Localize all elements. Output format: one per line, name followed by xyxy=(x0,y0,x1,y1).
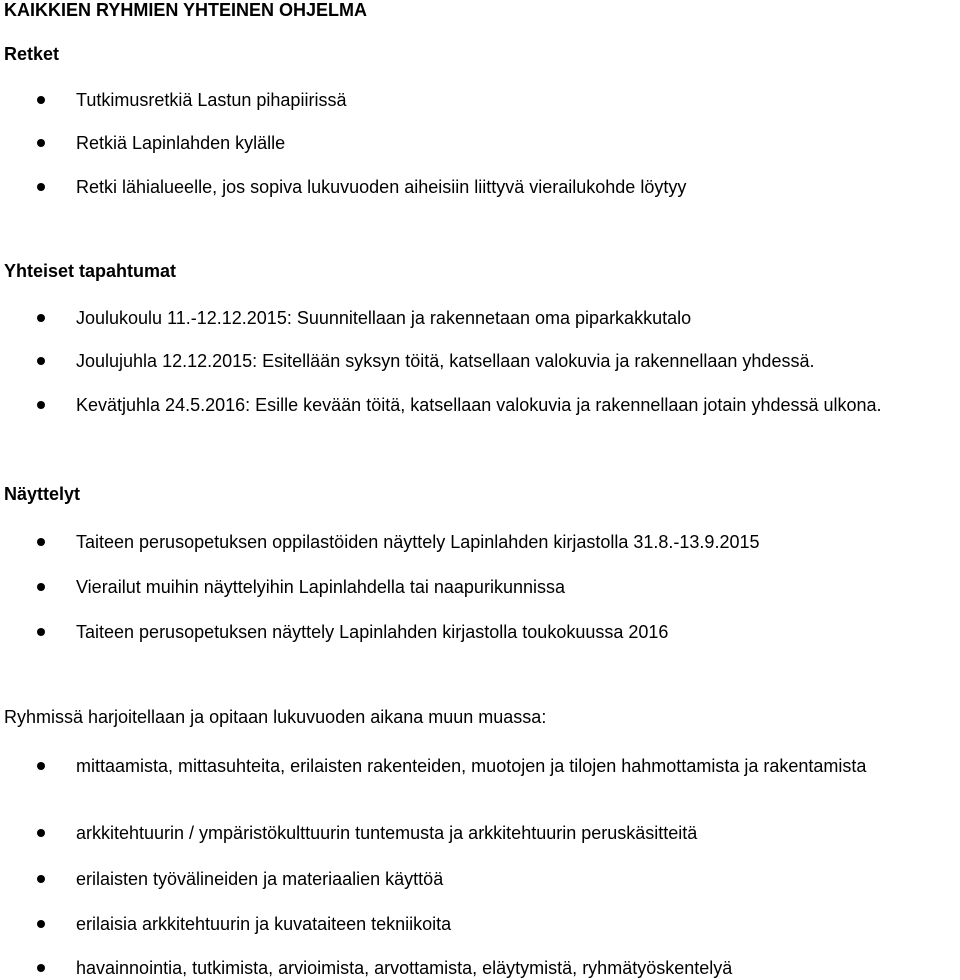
list-item: Retkiä Lapinlahden kylälle xyxy=(76,133,286,153)
bullet-icon xyxy=(37,538,45,546)
bullet-icon xyxy=(37,875,45,883)
document-title: KAIKKIEN RYHMIEN YHTEINEN OHJELMA xyxy=(4,0,368,20)
bullet-icon xyxy=(37,762,45,770)
section-intro-ryhmissa: Ryhmissä harjoitellaan ja opitaan lukuvuoden aikana muun muassa: xyxy=(4,707,547,727)
list-item: Tutkimusretkiä Lastun pihapiirissä xyxy=(76,90,347,110)
bullet-icon xyxy=(37,96,45,104)
bullet-icon xyxy=(37,920,45,928)
bullet-icon xyxy=(37,583,45,591)
list-item: Joulukoulu 11.-12.12.2015: Suunnitellaan ja rakennetaan oma piparkakkutalo xyxy=(76,308,692,328)
list-item: Vierailut muihin näyttelyihin Lapinlahdella tai naapurikunnissa xyxy=(76,577,565,597)
bullet-icon xyxy=(37,829,45,837)
bullet-icon xyxy=(37,357,45,365)
bullet-icon xyxy=(37,401,45,409)
section-heading-nayttelyt: Näyttelyt xyxy=(4,484,81,504)
section-heading-retket: Retket xyxy=(4,44,60,64)
list-item: Joulujuhla 12.12.2015: Esitellään syksyn töitä, katsellaan valokuvia ja rakennellaan yhdessä. xyxy=(76,351,815,371)
list-item: Retki lähialueelle, jos sopiva lukuvuoden aiheisiin liittyvä vierailukohde löytyy xyxy=(76,177,687,197)
bullet-icon xyxy=(37,314,45,322)
bullet-icon xyxy=(37,964,45,972)
bullet-icon xyxy=(37,139,45,147)
list-item: havainnointia, tutkimista, arvioimista, arvottamista, eläytymistä, ryhmätyöskentelyä xyxy=(76,958,733,978)
list-item: Taiteen perusopetuksen näyttely Lapinlahden kirjastolla toukokuussa 2016 xyxy=(76,622,669,642)
list-item: mittaamista, mittasuhteita, erilaisten rakenteiden, muotojen ja tilojen hahmottamista ja rakentamista xyxy=(76,756,867,776)
list-item: erilaisten työvälineiden ja materiaalien käyttöä xyxy=(76,869,444,889)
section-heading-yhteiset-tapahtumat: Yhteiset tapahtumat xyxy=(4,261,177,281)
bullet-icon xyxy=(37,183,45,191)
list-item: Kevätjuhla 24.5.2016: Esille kevään töitä, katsellaan valokuvia ja rakennellaan jotain yhdessä ulkona. xyxy=(76,395,882,415)
list-item: Taiteen perusopetuksen oppilastöiden näyttely Lapinlahden kirjastolla 31.8.-13.9.2015 xyxy=(76,532,760,552)
list-item: erilaisia arkkitehtuurin ja kuvataiteen tekniikoita xyxy=(76,914,452,934)
list-item: arkkitehtuurin / ympäristökulttuurin tuntemusta ja arkkitehtuurin peruskäsitteitä xyxy=(76,823,698,843)
bullet-icon xyxy=(37,628,45,636)
